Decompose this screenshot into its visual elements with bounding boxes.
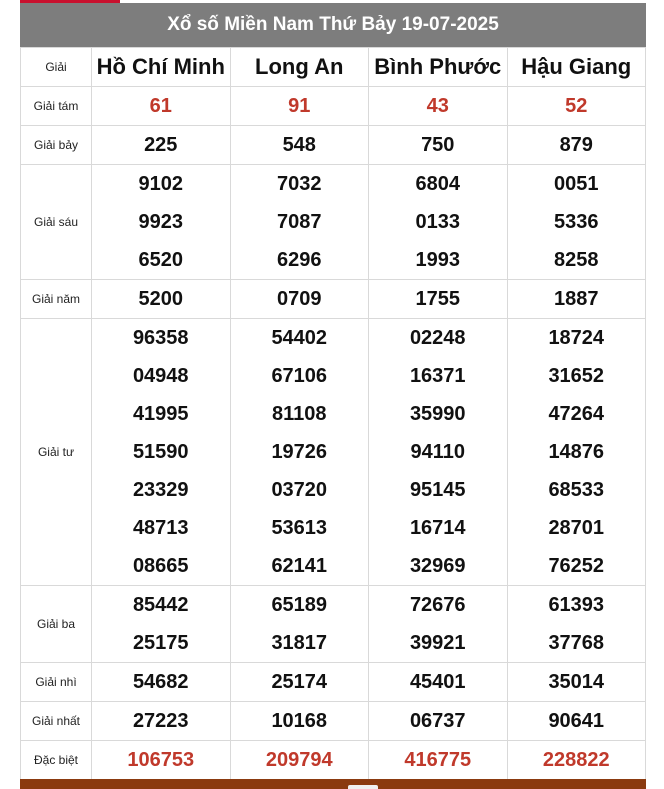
prize-number: 65189: [271, 594, 328, 616]
province-header[interactable]: Bình Phước: [369, 48, 508, 87]
prize-number: 14876: [548, 441, 605, 463]
prize-number: 0051: [554, 173, 599, 195]
prize-number: 90641: [548, 710, 605, 732]
prize-number: 37768: [548, 632, 605, 654]
prize-number: 9923: [138, 211, 183, 233]
prize-cell: [230, 741, 369, 780]
province-header[interactable]: Hồ Chí Minh: [92, 48, 231, 87]
prize-cell: [230, 280, 369, 319]
prize-number: 35990: [409, 403, 466, 425]
prize-cell: [369, 126, 508, 165]
prize-number: 51590: [132, 441, 189, 463]
prize-cell: [92, 741, 231, 780]
prize-number: 28701: [548, 517, 605, 539]
results-panel: [20, 3, 646, 780]
prize-cell: [369, 586, 508, 663]
prize-label: Giải nhì: [21, 663, 92, 702]
prize-number: 02248: [409, 327, 466, 349]
prize-number: 67106: [271, 365, 328, 387]
prize-number: 48713: [132, 517, 189, 539]
prize-label: Giải năm: [21, 280, 92, 319]
prize-number: 47264: [548, 403, 605, 425]
prize-number: 225: [144, 134, 178, 156]
prize-number: 61393: [548, 594, 605, 616]
prize-number: 7032: [277, 173, 322, 195]
prize-cell: [369, 280, 508, 319]
prize-number: 23329: [132, 479, 189, 501]
prize-cell: [92, 280, 231, 319]
prize-cell: [369, 87, 508, 126]
prize-number: 106753: [127, 749, 195, 771]
prize-cell: [92, 165, 231, 280]
prize-row: [21, 319, 646, 586]
prize-number: 5336: [554, 211, 599, 233]
prize-number: 16371: [409, 365, 466, 387]
prize-number: 16714: [409, 517, 466, 539]
prize-number: 6296: [277, 249, 322, 271]
prize-number: 25175: [132, 632, 189, 654]
prize-cell: [92, 87, 231, 126]
results-table: [20, 47, 646, 780]
prize-number: 548: [282, 134, 316, 156]
prize-cell: [507, 280, 646, 319]
prize-number: 54402: [271, 327, 328, 349]
prize-label: Giải sáu: [21, 165, 92, 280]
prize-number: 39921: [409, 632, 466, 654]
prize-number: 08665: [132, 555, 189, 577]
prize-label: Giải bảy: [21, 126, 92, 165]
prize-cell: [507, 663, 646, 702]
prize-row: [21, 87, 646, 126]
prize-row: [21, 663, 646, 702]
prize-row: [21, 126, 646, 165]
prize-cell: [369, 165, 508, 280]
prize-number: 76252: [548, 555, 605, 577]
prize-number: 750: [421, 134, 455, 156]
prize-cell: [92, 702, 231, 741]
prize-row: [21, 702, 646, 741]
prize-number: 1993: [415, 249, 460, 271]
prize-number: 416775: [404, 749, 472, 771]
prize-row: [21, 165, 646, 280]
province-header[interactable]: Hậu Giang: [507, 48, 646, 87]
prize-number: 0709: [277, 288, 322, 310]
prize-number: 68533: [548, 479, 605, 501]
prize-number: 8258: [554, 249, 599, 271]
prize-cell: [507, 165, 646, 280]
prize-cell: [507, 319, 646, 586]
prize-label: Giải tám: [21, 87, 92, 126]
prize-number: 1755: [415, 288, 460, 310]
prize-cell: [230, 702, 369, 741]
prize-number: 35014: [548, 671, 605, 693]
prize-number: 1887: [554, 288, 599, 310]
prize-label: Đặc biệt: [21, 741, 92, 780]
prize-number: 879: [559, 134, 593, 156]
prize-number: 6804: [415, 173, 460, 195]
prize-number: 91: [288, 95, 311, 117]
prize-number: 6520: [138, 249, 183, 271]
footer-bar: [20, 779, 646, 789]
prize-number: 19726: [271, 441, 328, 463]
prize-cell: [230, 87, 369, 126]
prize-cell: [230, 165, 369, 280]
prize-number: 25174: [271, 671, 328, 693]
prize-number: 5200: [138, 288, 183, 310]
results-title: Xổ số Miền Nam Thứ Bảy 19-07-2025: [20, 3, 646, 47]
prize-row: [21, 280, 646, 319]
prize-number: 10168: [271, 710, 328, 732]
prize-cell: [507, 702, 646, 741]
prize-number: 31817: [271, 632, 328, 654]
prize-number: 52: [565, 95, 588, 117]
prize-number: 96358: [132, 327, 189, 349]
prize-cell: [92, 586, 231, 663]
scroll-handle[interactable]: [348, 785, 378, 789]
prize-number: 95145: [409, 479, 466, 501]
prize-number: 41995: [132, 403, 189, 425]
prize-number: 209794: [265, 749, 333, 771]
prize-cell: [230, 319, 369, 586]
prize-number: 228822: [542, 749, 610, 771]
prize-cell: [507, 586, 646, 663]
prize-label: Giải tư: [21, 319, 92, 586]
province-header[interactable]: Long An: [230, 48, 369, 87]
prize-cell: [369, 663, 508, 702]
prize-number: 81108: [271, 403, 327, 425]
prize-number: 04948: [132, 365, 189, 387]
prize-row: [21, 586, 646, 663]
prize-number: 53613: [271, 517, 328, 539]
prize-cell: [230, 126, 369, 165]
prize-cell: [92, 663, 231, 702]
prize-number: 45401: [409, 671, 466, 693]
prize-number: 9102: [138, 173, 183, 195]
prize-number: 54682: [132, 671, 189, 693]
prize-number: 32969: [409, 555, 466, 577]
prize-cell: [507, 126, 646, 165]
prize-rows: [21, 87, 646, 780]
prize-cell: [92, 126, 231, 165]
prize-number: 62141: [271, 555, 328, 577]
prize-cell: [507, 87, 646, 126]
prize-number: 18724: [548, 327, 605, 349]
prize-row: [21, 741, 646, 780]
prize-number: 43: [426, 95, 449, 117]
prize-cell: [369, 702, 508, 741]
prize-number: 0133: [415, 211, 460, 233]
prize-label: Giải ba: [21, 586, 92, 663]
prize-column-header: Giải: [21, 48, 92, 87]
table-header-row: [21, 48, 646, 87]
prize-number: 7087: [277, 211, 322, 233]
prize-number: 94110: [410, 441, 465, 463]
prize-cell: [369, 741, 508, 780]
prize-number: 72676: [409, 594, 466, 616]
prize-cell: [92, 319, 231, 586]
prize-number: 61: [149, 95, 172, 117]
prize-number: 06737: [409, 710, 466, 732]
prize-cell: [230, 586, 369, 663]
prize-cell: [507, 741, 646, 780]
prize-number: 85442: [132, 594, 189, 616]
prize-number: 27223: [132, 710, 189, 732]
prize-cell: [230, 663, 369, 702]
prize-label: Giải nhất: [21, 702, 92, 741]
prize-cell: [369, 319, 508, 586]
prize-number: 03720: [271, 479, 328, 501]
prize-number: 31652: [548, 365, 605, 387]
